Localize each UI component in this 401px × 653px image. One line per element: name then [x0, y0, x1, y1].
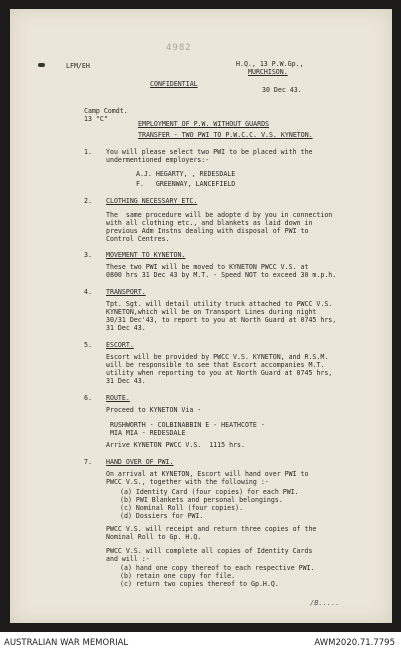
item-text: previous Adm Instns dealing with disposal of PWI to: [106, 227, 309, 235]
accession-number: AWM2020.71.7795: [314, 638, 395, 648]
item-number: 3.: [84, 251, 92, 259]
item-text: Tpt. Sgt. will detail utility truck attached to PWCC V.S.: [106, 300, 333, 308]
item-text: 0800 hrs 31 Dec 43 by M.T. - Speed NOT to exceed 30 m.p.h.: [106, 271, 337, 279]
employer-entry: F. GREENWAY, LANCEFIELD: [136, 180, 236, 188]
item-text: These two PWI will be moved to KYNETON PWCC V.S. at: [106, 263, 309, 271]
item-number: 7.: [84, 458, 92, 466]
sender-place: MURCHISON.: [248, 68, 288, 76]
item-text: PWCC V.S. will complete all copies of Identity Cards: [106, 547, 313, 555]
punch-hole: [38, 63, 45, 67]
subject-line2: TRANSFER - TWO PWI TO P.W.C.C. V.S. KYNETON.: [138, 131, 313, 139]
item-heading: TRANSPORT.: [106, 288, 146, 296]
item-number: 4.: [84, 288, 92, 296]
item-text: will be responsible to see that Escort accompanies M.T.: [106, 361, 325, 369]
item-text: KYNETON,which will be on Transport Lines during night: [106, 308, 317, 316]
reference: LFM/EH: [66, 62, 90, 70]
archive-footer: [0, 632, 401, 653]
item-heading: ROUTE.: [106, 394, 130, 402]
item-heading: HAND OVER OF PWI.: [106, 458, 174, 466]
card-action: (b) retain one copy for file.: [120, 572, 236, 580]
item-text: 31 Dec 43.: [106, 324, 146, 332]
employer-entry: A.J. HEGARTY, , REDESDALE: [136, 170, 236, 178]
item-text: and will :-: [106, 555, 150, 563]
item-heading: ESCORT.: [106, 341, 134, 349]
item-heading: MOVEMENT TO KYNETON.: [106, 251, 186, 259]
item-text: 31 Dec 43.: [106, 377, 146, 385]
item-text: Proceed to KYNETON Via -: [106, 406, 202, 414]
item-text: You will please select two PWI to be placed with the: [106, 148, 313, 156]
document-page: [10, 9, 392, 623]
addressee-line1: Camp Comdt.: [84, 107, 128, 115]
card-action: (c) return two copies thereof to Gp.H.Q.: [120, 580, 279, 588]
item-text: utility when reporting to you at North Guard at 0745 hrs,: [106, 369, 333, 377]
subject-line1: EMPLOYMENT OF P.W. WITHOUT GUARDS: [138, 120, 270, 128]
item-text: undermentioned employers:-: [106, 156, 210, 164]
handover-entry: (a) Identity Card (four copies) for each PWI.: [120, 488, 299, 496]
classification: CONFIDENTIAL: [150, 80, 198, 88]
item-heading: CLOTHING NECESSARY ETC.: [106, 197, 198, 205]
item-text: Nominal Roll to Gp. H.Q.: [106, 533, 202, 541]
signature: /B.....: [310, 599, 340, 607]
archive-name: AUSTRALIAN WAR MEMORIAL: [4, 638, 129, 648]
item-text: PWCC V.S. will receipt and return three copies of the: [106, 525, 317, 533]
handover-entry: (d) Dossiers for PWI.: [120, 512, 204, 520]
item-text: Control Centres.: [106, 235, 170, 243]
item-number: 6.: [84, 394, 92, 402]
item-number: 1.: [84, 148, 92, 156]
sender-hq: H.Q., 13 P.W.Gp.,: [236, 60, 304, 68]
date: 30 Dec 43.: [262, 86, 302, 94]
item-text: The same procedure will be adopte d by you in connection: [106, 211, 333, 219]
item-text: Escort will be provided by PWCC V.S. KYNETON, and R.S.M.: [106, 353, 329, 361]
item-number: 2.: [84, 197, 92, 205]
item-text: On arrival at KYNETON, Escort will hand over PWI to: [106, 470, 309, 478]
item-text: 30/31 Dec'43, to report to you at North Guard at 0745 hrs,: [106, 316, 337, 324]
route-line: MIA MIA - REDESDALE: [110, 429, 186, 437]
addressee-line2: 13 "C": [84, 115, 108, 123]
card-action: (a) hand one copy thereof to each respective PWI.: [120, 564, 315, 572]
route-line: RUSHWORTH - COLBINABBIN E - HEATHCOTE -: [110, 421, 265, 429]
item-text: with all clothing etc., and blankets as laid down in: [106, 219, 313, 227]
handover-entry: (b) PWI Blankets and personal belongings.: [120, 496, 283, 504]
item-number: 5.: [84, 341, 92, 349]
handover-entry: (c) Nominal Roll (four copies).: [120, 504, 244, 512]
registry-stamp: 4982: [166, 43, 192, 53]
arrival-line: Arrive KYNETON PWCC V.S. 1115 hrs.: [106, 441, 245, 449]
item-text: PWCC V.S., together with the following :-: [106, 478, 269, 486]
